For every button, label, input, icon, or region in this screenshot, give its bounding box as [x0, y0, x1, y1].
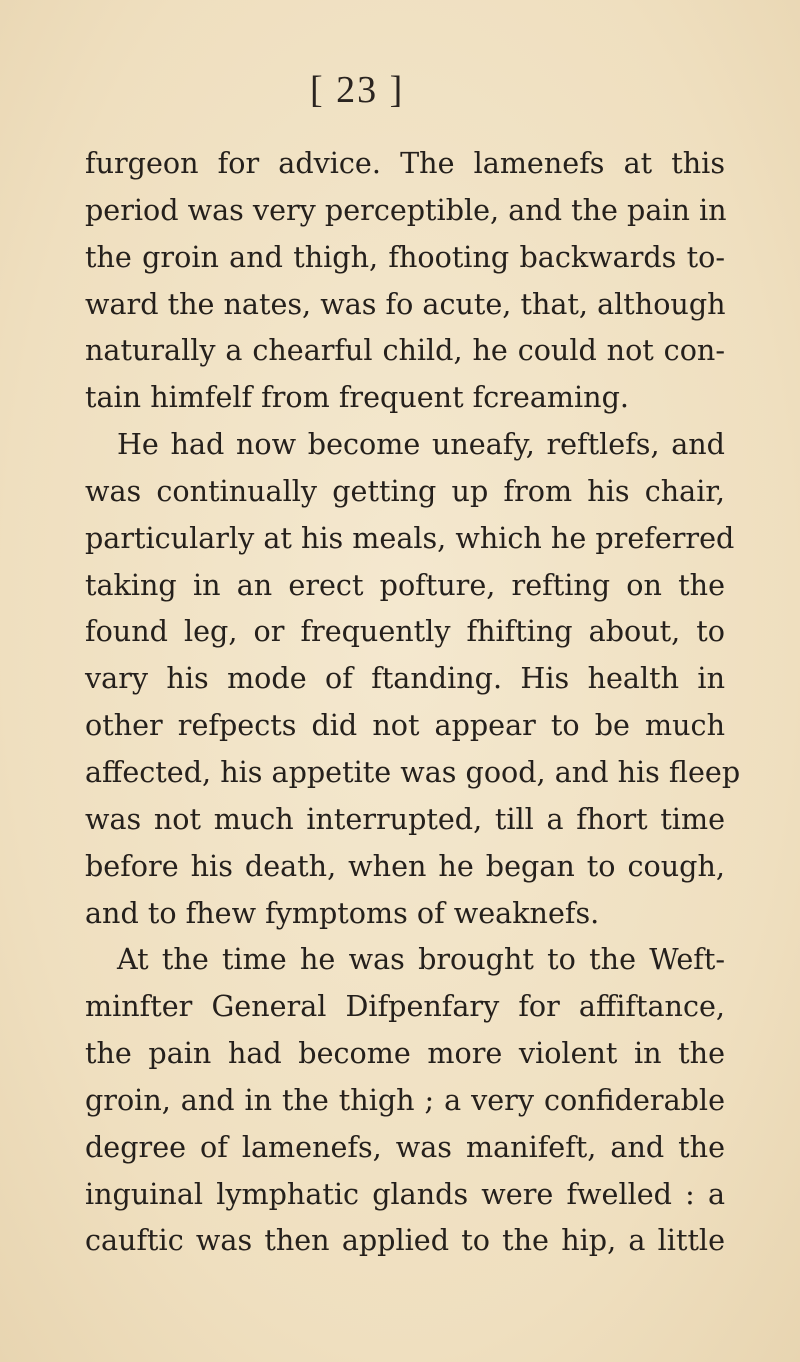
body-text [85, 140, 741, 1264]
text-line: affected, his appetite was good, and his fleep [85, 754, 741, 789]
text-line: naturally a chearful child, he could not con- [85, 333, 725, 368]
text-line: before his death, when he began to cough, [85, 848, 725, 883]
text-line: was continually getting up from his chair, [85, 473, 725, 508]
text-line: vary his mode of ftanding. His health in [85, 661, 725, 696]
text-line: and to fhew fymptoms of weaknefs. [85, 895, 600, 930]
text-line: other refpects did not appear to be much [85, 708, 725, 743]
text-line: cauftic was then applied to the hip, a little [85, 1223, 725, 1258]
text-line: At the time he was brought to the Weft- [117, 942, 725, 977]
text-line: taking in an erect pofture, refting on the [85, 567, 725, 602]
text-line: was not much interrupted, till a fhort time [85, 801, 725, 836]
text-line: furgeon for advice. The lamenefs at this [85, 146, 725, 180]
text-line: He had now become uneafy, reftlefs, and [117, 427, 725, 462]
text-line: found leg, or frequently fhifting about, to [85, 614, 725, 649]
text-line: ward the nates, was fo acute, that, although [85, 286, 726, 321]
text-line: groin, and in the thigh ; a very confiderable [85, 1082, 725, 1117]
text-line: degree of lamenefs, was manifeft, and the [85, 1129, 725, 1164]
text-line: period was very perceptible, and the pain in [85, 192, 727, 227]
text-line: particularly at his meals, which he preferred [85, 520, 735, 555]
text-line: inguinal lymphatic glands were fwelled : a [85, 1176, 725, 1211]
text-line: the groin and thigh, fhooting backwards to- [85, 239, 725, 274]
text-line: minfter General Difpenfary for affiftance, [85, 989, 725, 1024]
text-line: tain himfelf from frequent fcreaming. [85, 380, 629, 415]
text-line: the pain had become more violent in the [85, 1036, 725, 1071]
page-number: [ 23 ] [310, 69, 405, 111]
